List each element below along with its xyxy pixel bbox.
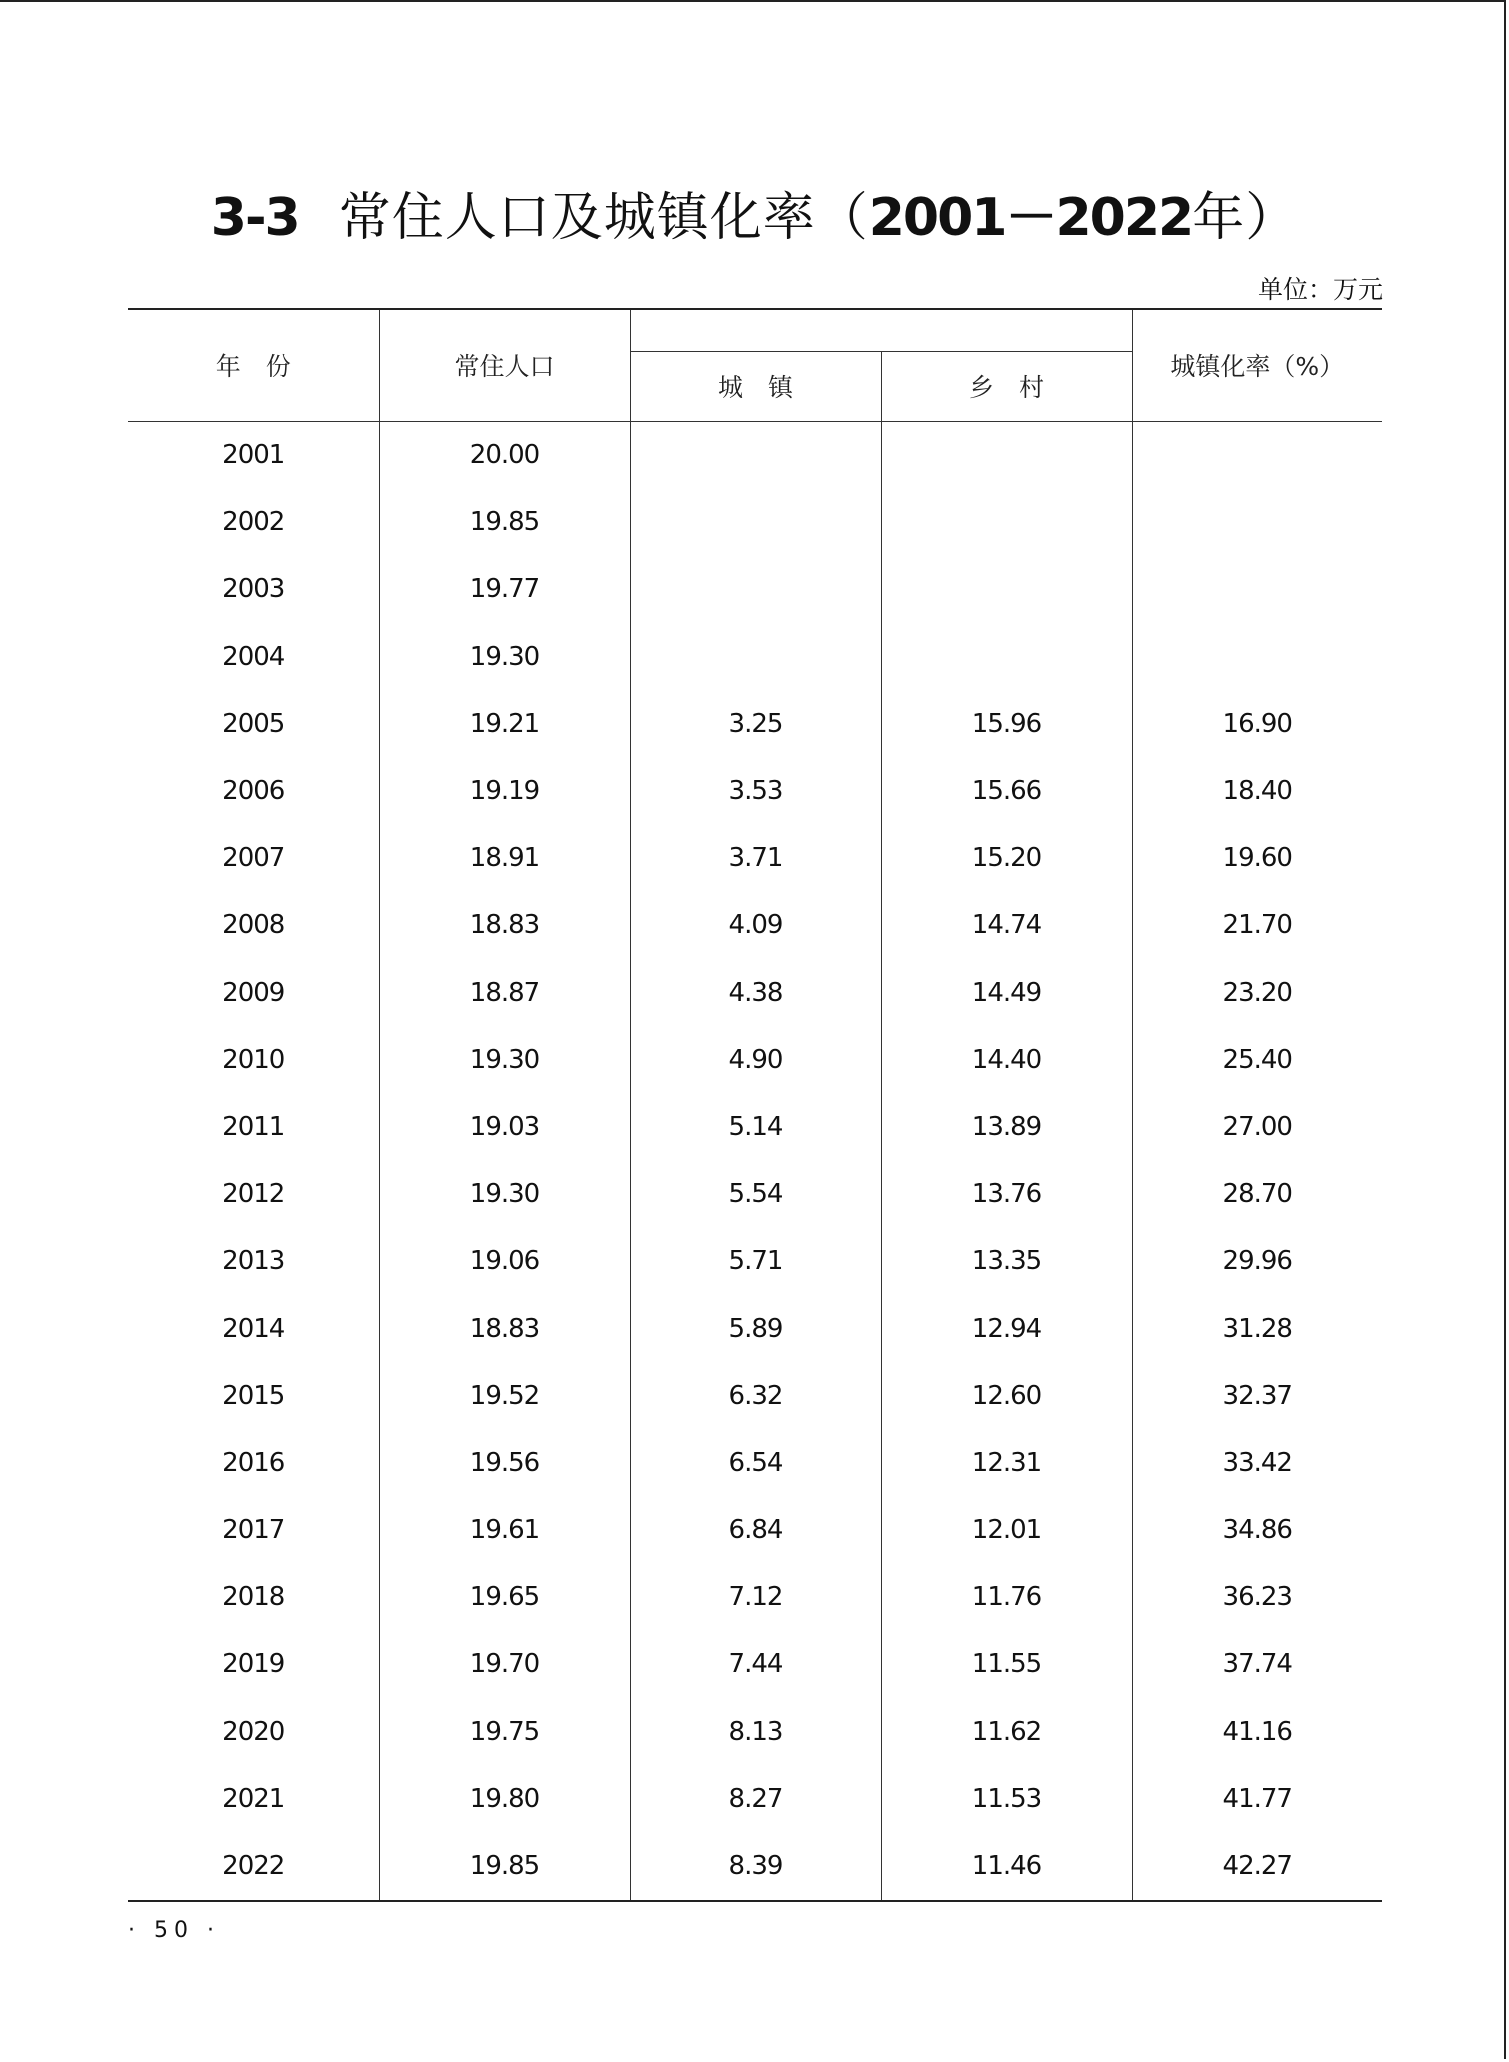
cell-year: 2013 [128,1228,379,1295]
cell-rate [1132,421,1382,489]
table-row [128,1765,1382,1832]
cell-population: 19.56 [379,1429,630,1496]
table-row [128,1429,1382,1496]
cell-urban: 8.13 [630,1698,881,1765]
table-row [128,1295,1382,1362]
header-urbanization-rate: 城镇化率（%） [1132,309,1382,421]
table-row [128,1631,1382,1698]
cell-population: 19.30 [379,1026,630,1093]
table-row [128,1832,1382,1900]
cell-rate [1132,623,1382,690]
cell-rural: 12.60 [881,1362,1132,1429]
cell-year: 2002 [128,489,379,556]
cell-rate: 33.42 [1222,1447,1292,1478]
cell-population: 19.03 [379,1093,630,1160]
cell-population: 18.83 [379,892,630,959]
cell-rate: 41.16 [1222,1716,1292,1747]
table-row [128,1698,1382,1765]
table-number: 3-3 [210,188,299,248]
cell-urban: 3.71 [630,825,881,892]
data-table-container [128,308,1382,1902]
cell-year: 2014 [128,1295,379,1362]
cell-rate: 41.77 [1222,1783,1292,1814]
cell-rural [881,556,1132,623]
header-rural: 乡 村 [881,351,1132,421]
cell-rural [881,489,1132,556]
cell-year: 2005 [128,690,379,757]
cell-rural [881,623,1132,690]
cell-population: 20.00 [379,421,630,489]
cell-rural: 11.53 [881,1765,1132,1832]
cell-year: 2006 [128,757,379,824]
cell-year: 2022 [128,1832,379,1900]
cell-population: 19.80 [379,1765,630,1832]
cell-rate [1132,556,1382,623]
cell-rural: 12.94 [881,1295,1132,1362]
table-row [128,1161,1382,1228]
population-table [128,308,1382,1902]
cell-rural: 11.62 [881,1698,1132,1765]
cell-year: 2010 [128,1026,379,1093]
cell-year: 2019 [128,1631,379,1698]
cell-urban: 3.53 [630,757,881,824]
cell-rate: 28.70 [1222,1179,1292,1210]
cell-urban [630,556,881,623]
cell-urban: 7.12 [630,1564,881,1631]
cell-rate: 27.00 [1222,1111,1292,1142]
cell-population: 18.83 [379,1295,630,1362]
table-row [128,489,1382,556]
cell-population: 19.85 [379,489,630,556]
cell-rate: 19.60 [1222,843,1292,874]
cell-urban: 6.54 [630,1429,881,1496]
cell-population: 19.85 [379,1832,630,1900]
cell-year: 2001 [128,421,379,489]
cell-year: 2009 [128,959,379,1026]
cell-year: 2020 [128,1698,379,1765]
cell-year: 2004 [128,623,379,690]
table-row [128,1026,1382,1093]
unit-label: 单位：万元 [1257,275,1383,304]
table-row [128,959,1382,1026]
cell-population: 19.19 [379,757,630,824]
table-row [128,1497,1382,1564]
cell-urban: 6.32 [630,1362,881,1429]
cell-rural: 15.66 [881,757,1132,824]
cell-population: 19.77 [379,556,630,623]
cell-rural: 15.20 [881,825,1132,892]
page-number: · 50 · [128,1918,220,1943]
cell-rate: 31.28 [1222,1313,1292,1344]
table-row [128,1362,1382,1429]
cell-population: 19.61 [379,1497,630,1564]
cell-rate: 23.20 [1222,977,1292,1008]
cell-urban: 7.44 [630,1631,881,1698]
cell-year: 2017 [128,1497,379,1564]
table-row [128,556,1382,623]
page-title [0,175,1509,250]
cell-year: 2015 [128,1362,379,1429]
title-years: 2001－2022 [868,188,1193,248]
cell-rural: 13.35 [881,1228,1132,1295]
cell-rural [881,421,1132,489]
cell-rate: 37.74 [1222,1649,1292,1680]
cell-population: 19.52 [379,1362,630,1429]
cell-year: 2011 [128,1093,379,1160]
cell-urban [630,623,881,690]
header-urban: 城 镇 [630,351,881,421]
cell-population: 19.75 [379,1698,630,1765]
cell-rural: 14.49 [881,959,1132,1026]
cell-rural: 11.46 [881,1832,1132,1900]
title-text: 常住人口及城镇化率（ [338,188,869,248]
cell-urban: 4.09 [630,892,881,959]
cell-year: 2018 [128,1564,379,1631]
cell-rate: 25.40 [1222,1044,1292,1075]
table-row [128,421,1382,489]
cell-year: 2012 [128,1161,379,1228]
cell-rate: 18.40 [1222,776,1292,807]
cell-population: 18.87 [379,959,630,1026]
cell-urban: 3.25 [630,690,881,757]
cell-rural: 11.76 [881,1564,1132,1631]
cell-year: 2021 [128,1765,379,1832]
cell-urban: 5.89 [630,1295,881,1362]
cell-rural: 14.74 [881,892,1132,959]
cell-urban: 8.39 [630,1832,881,1900]
cell-population: 19.06 [379,1228,630,1295]
table-row [128,892,1382,959]
cell-urban: 8.27 [630,1765,881,1832]
cell-urban: 4.90 [630,1026,881,1093]
cell-population: 18.91 [379,825,630,892]
cell-population: 19.70 [379,1631,630,1698]
cell-urban: 6.84 [630,1497,881,1564]
table-row [128,690,1382,757]
cell-rate: 42.27 [1132,1832,1382,1900]
cell-rural: 14.40 [881,1026,1132,1093]
cell-urban [630,489,881,556]
cell-rate: 16.90 [1222,708,1292,739]
cell-year: 2016 [128,1429,379,1496]
table-header [128,309,1382,421]
cell-population: 19.30 [379,623,630,690]
cell-rural: 12.31 [881,1429,1132,1496]
cell-urban: 4.38 [630,959,881,1026]
cell-rate: 29.96 [1222,1246,1292,1277]
cell-rural: 15.96 [881,690,1132,757]
header-population: 常住人口 [379,309,630,421]
cell-urban [630,421,881,489]
cell-rate: 21.70 [1222,910,1292,941]
cell-rate: 34.86 [1222,1515,1292,1546]
cell-rate [1132,489,1382,556]
cell-rural: 13.76 [881,1161,1132,1228]
cell-year: 2007 [128,825,379,892]
title-suffix: 年） [1192,188,1299,248]
cell-population: 19.30 [379,1161,630,1228]
table-row [128,1093,1382,1160]
cell-rural: 12.01 [881,1497,1132,1564]
cell-population: 19.65 [379,1564,630,1631]
table-row [128,1564,1382,1631]
table-row [128,825,1382,892]
cell-rural: 11.55 [881,1631,1132,1698]
cell-year: 2003 [128,556,379,623]
cell-rate: 36.23 [1222,1582,1292,1613]
cell-year: 2008 [128,892,379,959]
cell-urban: 5.54 [630,1161,881,1228]
table-row [128,757,1382,824]
header-group-blank [630,309,1132,351]
table-body [128,421,1382,1901]
cell-urban: 5.71 [630,1228,881,1295]
header-year: 年 份 [128,309,379,421]
cell-population: 19.21 [379,690,630,757]
table-row [128,623,1382,690]
cell-rate: 32.37 [1222,1380,1292,1411]
cell-rural: 13.89 [881,1093,1132,1160]
cell-urban: 5.14 [630,1093,881,1160]
table-row [128,1228,1382,1295]
